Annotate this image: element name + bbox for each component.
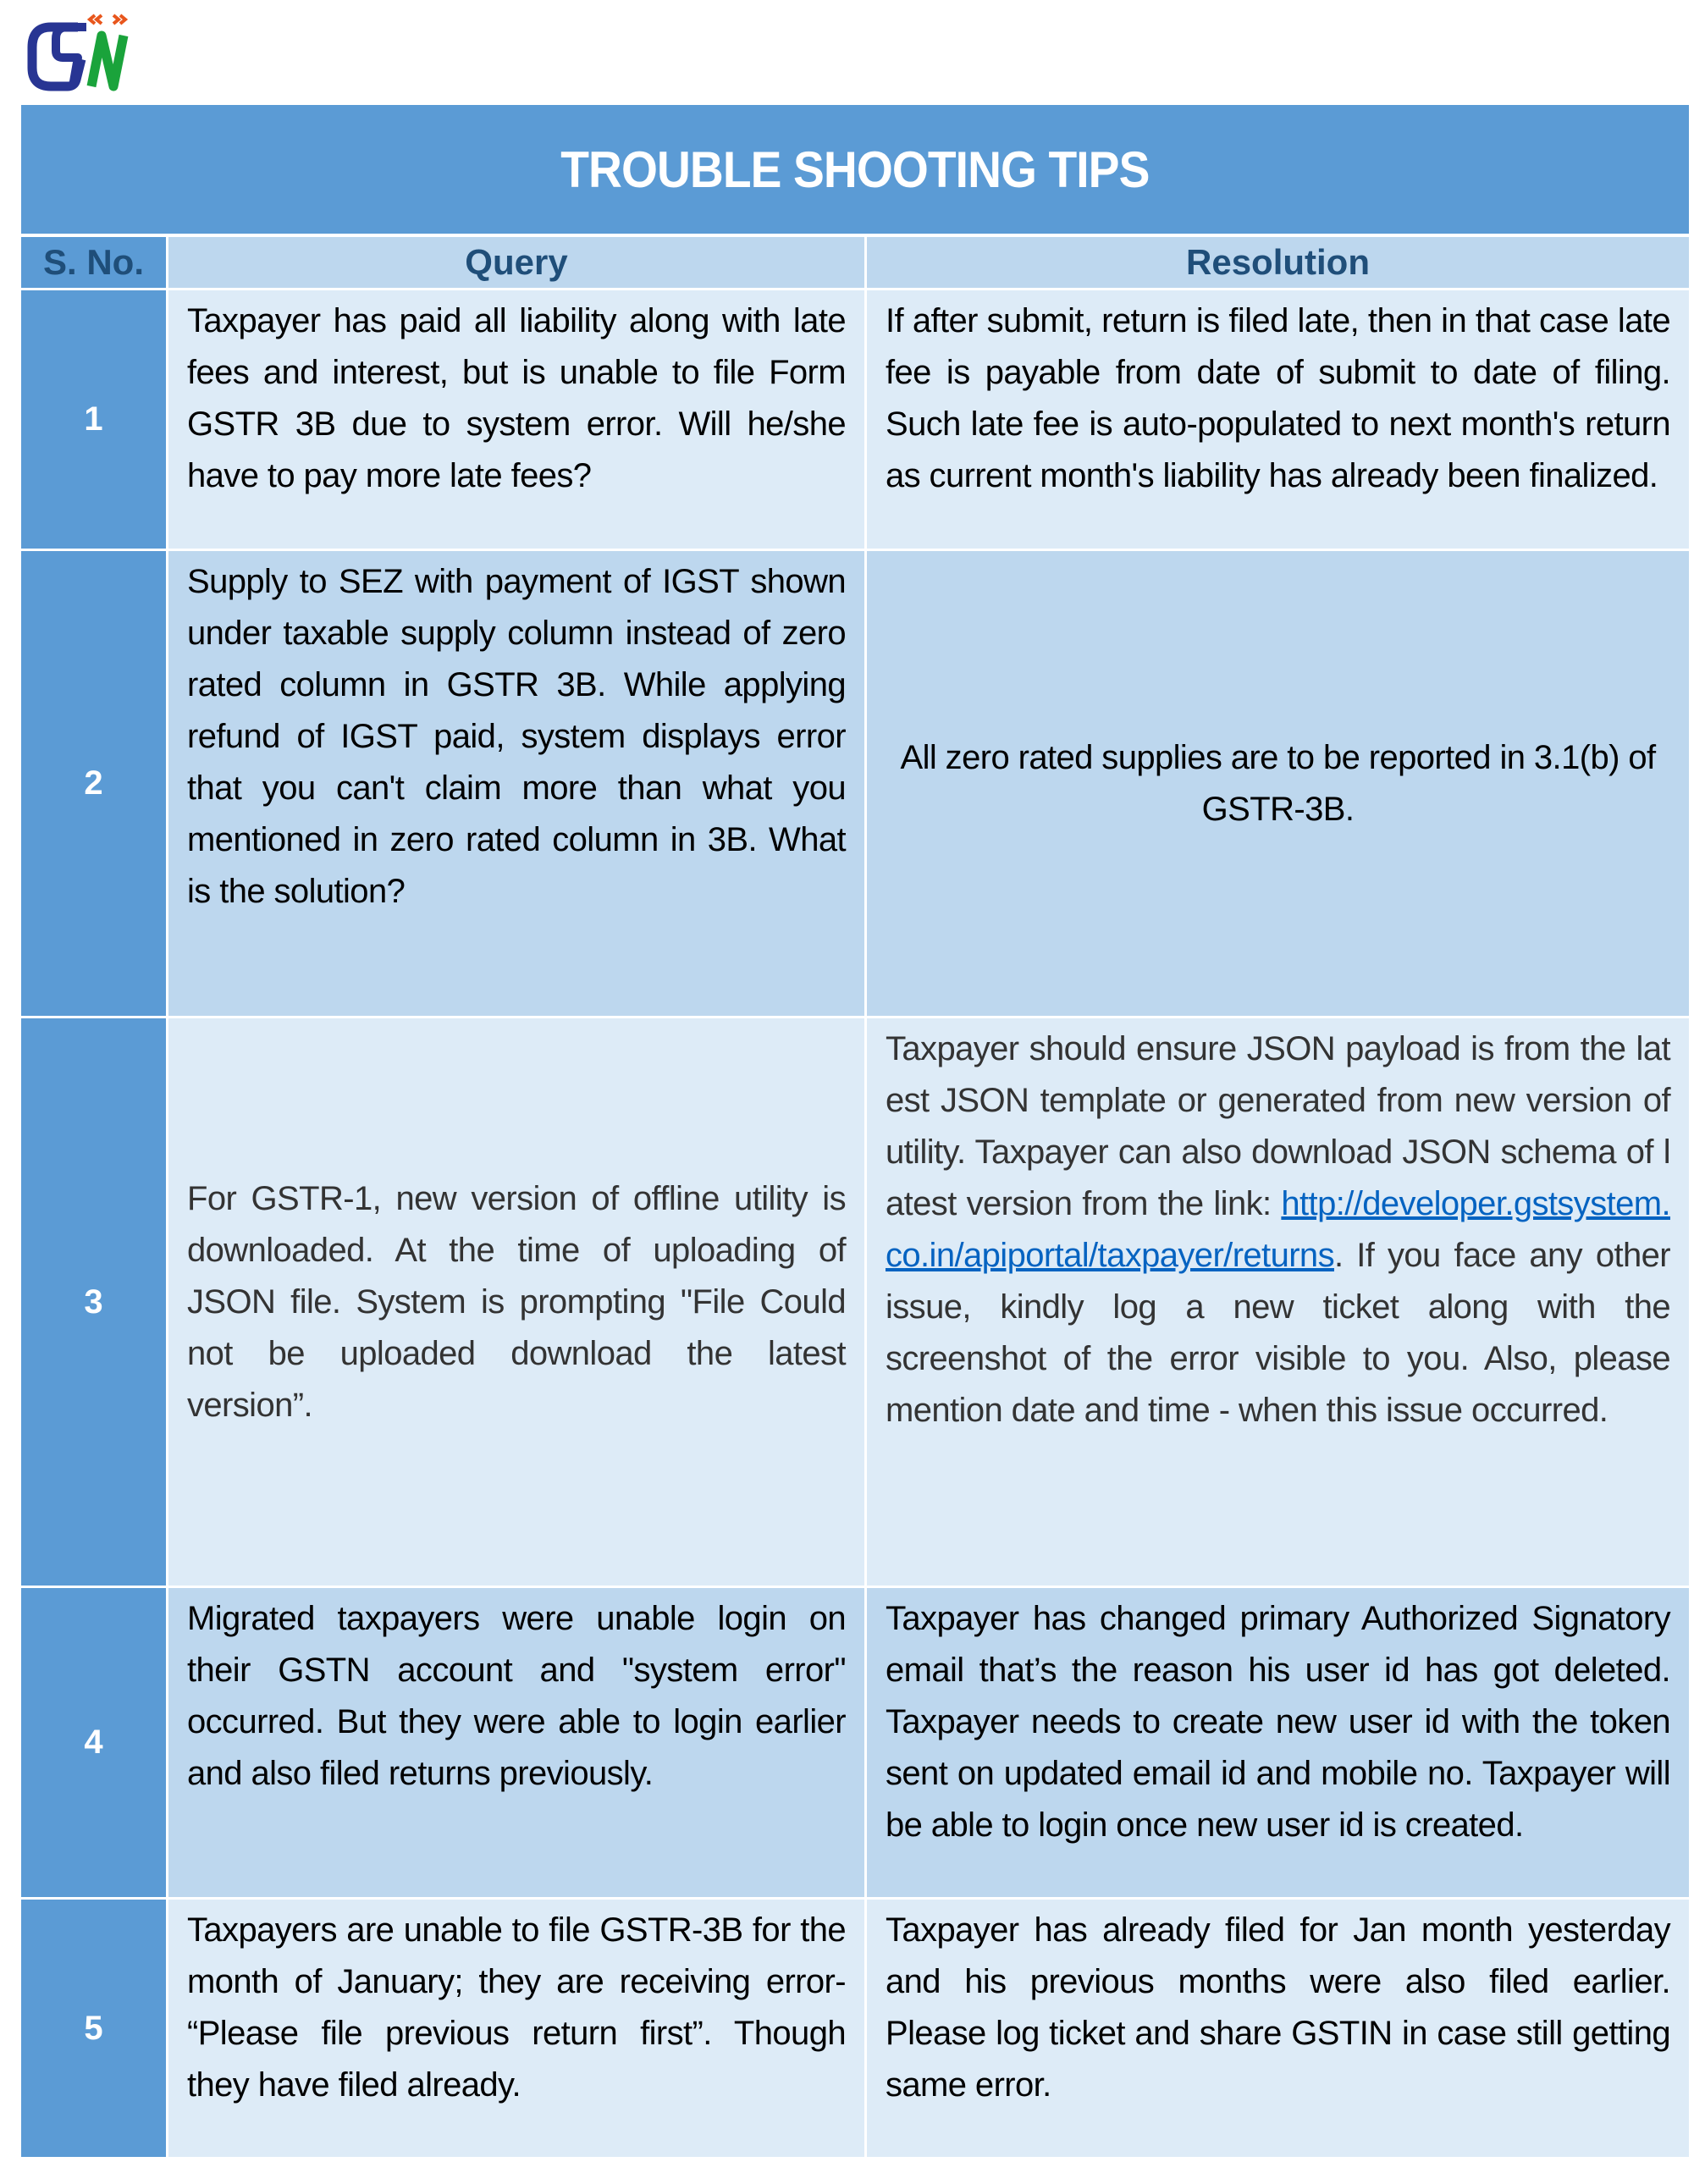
query-cell [168,1900,864,2157]
header-resolution: Resolution [1186,242,1370,282]
api-portal-link[interactable]: http://developer.gstsystem.co.in/apiportal/taxpayer/returns [886,1185,1670,1274]
sno-cell [21,1018,166,1586]
header-sno-cell [21,237,166,288]
row-number: 2 [84,764,103,802]
table-title-band [21,105,1689,234]
query-text: Supply to SEZ with payment of IGST shown under taxable supply column instead of zero rated column in GSTR 3B. While applying refund of IGST paid, system displays error that you can't claim more than what you mentioned in zero rated column in 3B. What is the solution? [187,563,846,910]
query-text: Taxpayers are unable to file GSTR-3B for the month of January; they are receiving error- “Please file previous return first”. Though they have filed already. [187,1911,846,2104]
sno-cell [21,551,166,1016]
header-resolution-cell [867,237,1689,288]
resolution-cell [867,1900,1689,2157]
sno-cell [21,290,166,549]
row-number: 5 [84,2009,103,2047]
resolution-text: If after submit, return is filed late, then in that case late fee is payable from date of submit to date of filing. Such late fee is auto-populated to next month's return as current month's liability has already been finalized. [886,302,1670,494]
row-number: 3 [84,1282,103,1321]
resolution-text-after: . If you face any other issue, kindly log a new ticket along with the screenshot of the error visible to you. Also, please mention date and time - when this issue occurred. [886,1237,1670,1429]
row-number: 4 [84,1723,103,1761]
table-row [21,290,1689,549]
letter-s-shape [56,27,86,86]
sno-cell [21,1588,166,1897]
header-query-cell [168,237,864,288]
row-number: 1 [84,400,103,438]
resolution-cell [867,551,1689,1016]
sno-cell [21,1900,166,2157]
table-row [21,1588,1689,1897]
header-query: Query [465,242,568,282]
table-title: TROUBLE SHOOTING TIPS [560,141,1150,198]
query-text: For GSTR-1, new version of offline utility is downloaded. At the time of uploading of JSON file. System is prompting "File Could not be uploaded download the latest version”. [187,1179,846,1424]
query-cell [168,551,864,1016]
chevron-arrows-icon [90,15,125,24]
resolution-text [886,1023,1670,1437]
table-row [21,1018,1689,1586]
header-sno: S. No. [42,242,144,282]
resolution-text: All zero rated supplies are to be reported in 3.1(b) of GSTR-3B. [900,738,1656,828]
letter-n-shape [91,36,124,86]
query-text: Migrated taxpayers were unable login on their GSTN account and "system error" occurred. But they were able to login earlier and also filed returns previously. [187,1600,846,1792]
table-header-row [21,237,1689,288]
table-row [21,551,1689,1016]
query-cell [168,290,864,549]
resolution-text: Taxpayer has changed primary Authorized Signatory email that’s the reason his user id has got deleted. Taxpayer needs to create new user id with the token sent on updated email id and mobile no. Taxpayer will be able to login once new user id is created. [886,1600,1670,1844]
query-cell [168,1018,864,1586]
gstn-logo [25,8,144,93]
resolution-cell [867,1588,1689,1897]
query-cell [168,1588,864,1897]
gstn-logo-graphic [25,8,144,93]
resolution-cell [867,290,1689,549]
table-row [21,1900,1689,2157]
resolution-text-before: Taxpayer should ensure JSON payload is from the latest JSON template or generated from new version of utility. Taxpayer can also download JSON schema of latest version from the link: [886,1030,1670,1222]
query-text: Taxpayer has paid all liability along with late fees and interest, but is unable to file Form GSTR 3B due to system error. Will he/she have to pay more late fees? [187,302,846,494]
resolution-cell [867,1018,1689,1586]
resolution-text: Taxpayer has already filed for Jan month yesterday and his previous months were also filed earlier. Please log ticket and share GSTIN in case still getting same error. [886,1911,1670,2104]
